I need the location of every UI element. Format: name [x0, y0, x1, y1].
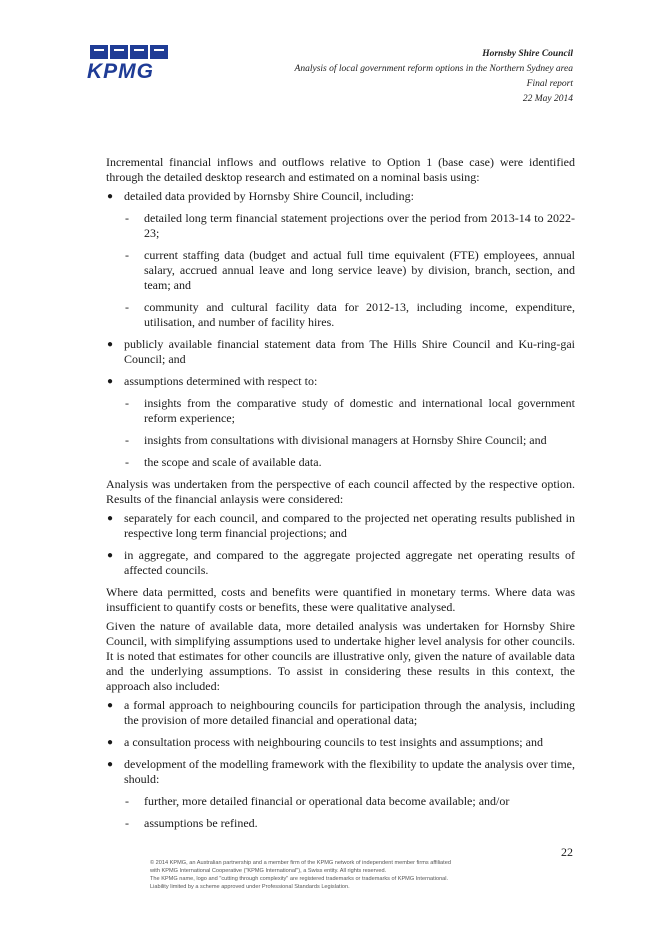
bullet-icon: ● — [107, 376, 114, 387]
list-item-text: publicly available financial statement data from The Hills Shire Council and Ku-ring-gai Council; and — [124, 337, 575, 366]
sub-list — [124, 396, 575, 470]
page-number: 22 — [561, 845, 573, 859]
dash-icon: - — [125, 794, 129, 808]
list-item — [106, 337, 575, 367]
data-sources-list — [106, 189, 575, 470]
list-item-text: a formal approach to neighbouring councils for participation through the analysis, including the provision of more detailed financial and operational data; — [124, 698, 575, 727]
sub-list-item — [124, 248, 575, 293]
dash-icon: - — [125, 211, 129, 225]
dash-icon: - — [125, 816, 129, 830]
quantification-paragraph: Where data permitted, costs and benefits were quantified in monetary terms. Where data was insufficient to quantify costs or benefits, these were qualitative analysed. — [106, 585, 575, 614]
bullet-icon: ● — [107, 339, 114, 350]
list-item — [106, 548, 575, 578]
page-footer — [150, 859, 550, 891]
sub-list-item — [124, 794, 575, 809]
list-item-text: development of the modelling framework with the flexibility to update the analysis over time, should: — [124, 757, 575, 786]
page-header — [295, 47, 573, 107]
svg-text:KPMG: KPMG — [87, 60, 154, 81]
header-org: Hornsby Shire Council — [482, 49, 573, 59]
list-item — [106, 757, 575, 831]
list-item-text: detailed data provided by Hornsby Shire Council, including: — [124, 189, 414, 203]
intro-paragraph: Incremental financial inflows and outflows relative to Option 1 (base case) were identified through the detailed desktop research and estimated on a nominal basis using: — [106, 155, 575, 184]
dash-icon: - — [125, 396, 129, 410]
analysis-paragraph: Analysis was undertaken from the perspective of each council affected by the respective option. Results of the financial anlaysis were considered: — [106, 477, 575, 506]
sub-list-item-text: further, more detailed financial or operational data become available; and/or — [144, 794, 510, 808]
bullet-icon: ● — [107, 513, 114, 524]
sub-list-item-text: current staffing data (budget and actual full time equivalent (FTE) employees, annual salary, accrued annual leave and long service leave) by division, branch, section, and team; and — [144, 248, 575, 292]
bullet-icon: ● — [107, 191, 114, 202]
sub-list — [124, 211, 575, 330]
sub-list-item — [124, 816, 575, 831]
list-item — [106, 189, 575, 330]
sub-list-item-text: assumptions be refined. — [144, 816, 258, 830]
dash-icon: - — [125, 433, 129, 447]
sub-list-item-text: insights from the comparative study of domestic and international local government reform experience; — [144, 396, 575, 425]
footer-line: © 2014 KPMG, an Australian partnership and a member firm of the KPMG network of independent member firms affiliated — [150, 860, 451, 866]
list-item-text: assumptions determined with respect to: — [124, 374, 318, 388]
sub-list-item — [124, 300, 575, 330]
list-item — [106, 374, 575, 470]
sub-list — [124, 794, 575, 831]
list-item-text: separately for each council, and compared to the projected net operating results published in respective long term financial projections; and — [124, 511, 575, 540]
list-item — [106, 511, 575, 541]
header-date: 22 May 2014 — [522, 94, 573, 104]
list-item — [106, 698, 575, 728]
sub-list-item — [124, 433, 575, 448]
sub-list-item — [124, 396, 575, 426]
sub-list-item — [124, 455, 575, 470]
list-item-text: in aggregate, and compared to the aggregate projected aggregate net operating results of affected councils. — [124, 548, 575, 577]
bullet-icon: ● — [107, 737, 114, 748]
main-content — [106, 155, 575, 838]
dash-icon: - — [125, 248, 129, 262]
approach-list — [106, 698, 575, 831]
approach-paragraph: Given the nature of available data, more detailed analysis was undertaken for Hornsby Shire Council, with simplifying assumptions used to undertake higher level analysis for other councils. It is noted that estimates for other councils are illustrative only, given the nature of available data and the underlying assumptions. To assist in considering these results in this context, the approach also included: — [106, 619, 575, 693]
dash-icon: - — [125, 455, 129, 469]
footer-line: with KPMG International Cooperative ("KPMG International"), a Swiss entity. All rights reserved. — [150, 868, 387, 874]
header-title: Analysis of local government reform options in the Northern Sydney area — [294, 64, 573, 74]
bullet-icon: ● — [107, 759, 114, 770]
dash-icon: - — [125, 300, 129, 314]
list-item — [106, 735, 575, 750]
sub-list-item — [124, 211, 575, 241]
sub-list-item-text: the scope and scale of available data. — [144, 455, 322, 469]
kpmg-logo — [86, 45, 172, 81]
sub-list-item-text: insights from consultations with divisional managers at Hornsby Shire Council; and — [144, 433, 547, 447]
bullet-icon: ● — [107, 550, 114, 561]
sub-list-item-text: detailed long term financial statement projections over the period from 2013-14 to 2022-23; — [144, 211, 575, 240]
header-doc-type: Final report — [526, 79, 573, 89]
results-list — [106, 511, 575, 578]
list-item-text: a consultation process with neighbouring councils to test insights and assumptions; and — [124, 735, 543, 749]
bullet-icon: ● — [107, 700, 114, 711]
footer-line: The KPMG name, logo and "cutting through complexity" are registered trademarks or trademarks of KPMG International. — [150, 876, 449, 882]
footer-line: Liability limited by a scheme approved under Professional Standards Legislation. — [150, 884, 350, 890]
kpmg-logo-graphic — [86, 45, 172, 81]
sub-list-item-text: community and cultural facility data for 2012-13, including income, expenditure, utilisation, and number of facility hires. — [144, 300, 575, 329]
